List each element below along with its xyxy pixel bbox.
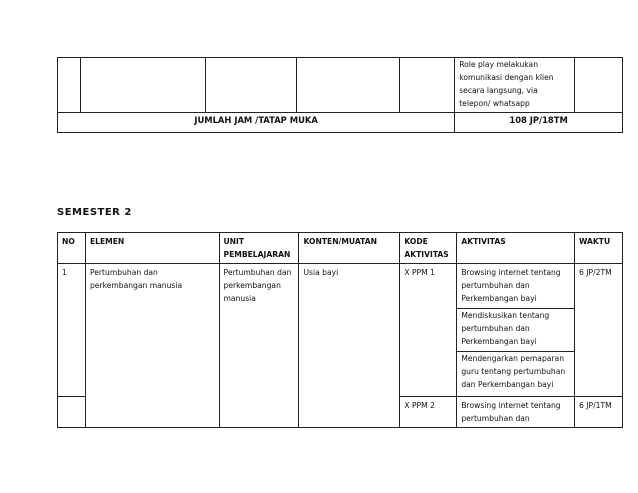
- row-aktivitas-1: [457, 264, 575, 397]
- row-kode-2: X PPM 2: [400, 397, 457, 428]
- row-aktivitas-2: Browsing internet tentang pertumbuhan dan: [457, 397, 575, 428]
- header-unit: UNIT PEMBELAJARAN: [219, 233, 299, 264]
- table-row: [58, 58, 623, 113]
- row-elemen: Pertumbuhan dan perkembangan manusia: [85, 264, 219, 428]
- header-aktivitas: AKTIVITAS: [457, 233, 575, 264]
- aktivitas-item: Mendengarkan pemaparan guru tentang pertumbuhan dan Perkembangan bayi: [461, 354, 566, 389]
- header-kode: KODE AKTIVITAS: [400, 233, 457, 264]
- jumlah-label: JUMLAH JAM /TATAP MUKA: [58, 113, 455, 133]
- jumlah-value: 108 JP/18TM: [455, 113, 623, 133]
- header-elemen: ELEMEN: [85, 233, 219, 264]
- semester-table: [57, 232, 623, 428]
- semester-title: SEMESTER 2: [57, 207, 132, 218]
- header-konten: KONTEN/MUATAN: [299, 233, 400, 264]
- header-no: NO: [58, 233, 86, 264]
- row-waktu-2: 6 JP/1TM: [575, 397, 623, 428]
- aktivitas-item: Browsing internet tentang pertumbuhan dan Perkembangan bayi: [457, 266, 574, 309]
- row-konten: Usia bayi: [299, 264, 400, 428]
- header-row: [58, 233, 623, 264]
- row-no: 1: [58, 264, 86, 397]
- row-waktu-1: 6 JP/2TM: [575, 264, 623, 397]
- table-row: [58, 264, 623, 397]
- header-waktu: WAKTU: [575, 233, 623, 264]
- aktivitas-item: Mendiskusikan tentang pertumbuhan dan Perkembangan bayi: [457, 309, 574, 352]
- aktivitas-cell: Role play melakukan komunikasi dengan klien secara langsung, via telepon/ whatsapp: [455, 58, 575, 113]
- previous-table: [57, 57, 623, 133]
- row-unit: Pertumbuhan dan perkembangan manusia: [219, 264, 299, 428]
- jumlah-row: [58, 113, 623, 133]
- row-kode-1: X PPM 1: [400, 264, 457, 397]
